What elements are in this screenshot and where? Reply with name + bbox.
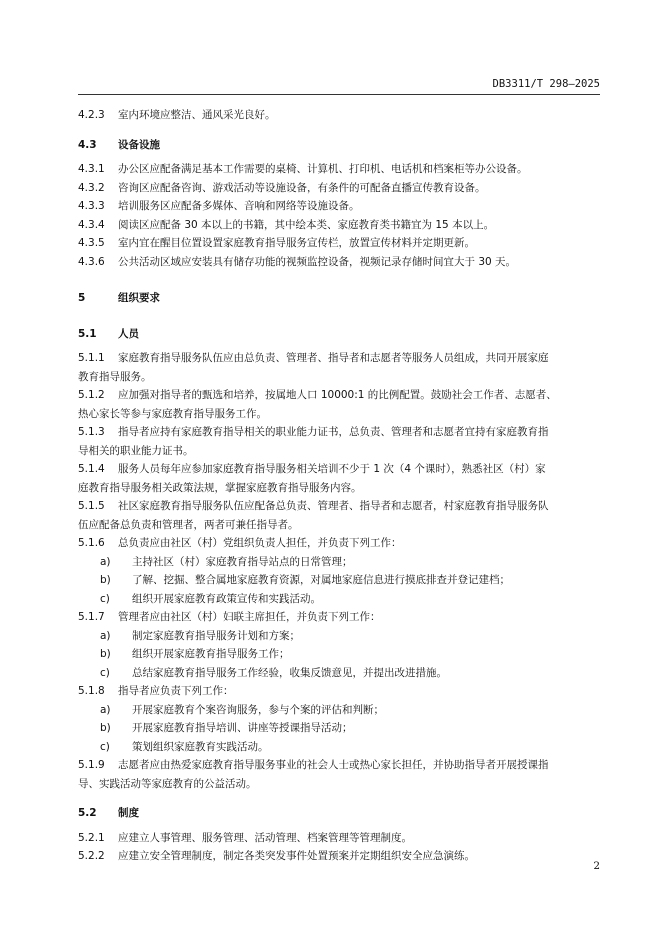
clause xyxy=(78,349,600,368)
clause-text: 热心家长等参与家庭教育指导服务工作。 xyxy=(78,407,267,420)
clause-text: 制度 xyxy=(118,807,139,819)
clause-text: 制定家庭教育指导服务计划和方案； xyxy=(132,629,300,642)
clause-text: 家庭教育指导服务队伍应由总负责、管理者、指导者和志愿者等服务人员组成，共同开展家庭 xyxy=(118,352,549,364)
clause-text: 开展家庭教育指导培训、讲座等授课指导活动； xyxy=(132,722,353,734)
clause-number: 4.3.6 xyxy=(78,255,105,268)
clause-text: 教育指导服务。 xyxy=(78,370,152,383)
clause-continuation xyxy=(78,516,600,535)
clause-continuation xyxy=(78,405,600,424)
clause xyxy=(78,234,600,253)
clause-number: b) xyxy=(100,648,111,660)
clause-number: a) xyxy=(100,629,111,642)
clause-text: 开展家庭教育个案咨询服务，参与个案的评估和判断； xyxy=(132,703,384,716)
clause-text: 人员 xyxy=(118,327,139,340)
clause-number: 4.3.2 xyxy=(78,181,105,194)
section-heading xyxy=(78,289,600,308)
clause xyxy=(78,608,600,627)
clause xyxy=(78,179,600,198)
list-item xyxy=(78,738,600,757)
list-item xyxy=(78,701,600,720)
clause xyxy=(78,386,600,405)
clause-text: 导相关的职业能力证书。 xyxy=(78,444,194,457)
list-item xyxy=(78,719,600,738)
clause xyxy=(78,423,600,442)
clause-number: 5.2.1 xyxy=(78,831,105,844)
clause-number: 5.1.3 xyxy=(78,426,105,438)
section-heading xyxy=(78,136,600,155)
clause-text: 阅读区应配备 30 本以上的书籍，其中绘本类、家庭教育类书籍宜为 15 本以上。 xyxy=(118,218,495,231)
list-item xyxy=(78,627,600,646)
document-body xyxy=(78,106,600,866)
clause-text: 公共活动区域应安装具有储存功能的视频监控设备，视频记录存储时间宜大于 30 天。 xyxy=(118,255,517,268)
clause xyxy=(78,197,600,216)
clause xyxy=(78,534,600,553)
clause xyxy=(78,847,600,866)
clause xyxy=(78,497,600,516)
clause-text: 办公区应配备满足基本工作需要的桌椅、计算机、打印机、电话机和档案柜等办公设备。 xyxy=(118,163,528,175)
clause-number: a) xyxy=(100,703,111,716)
clause-number: b) xyxy=(100,574,111,586)
list-item xyxy=(78,571,600,590)
clause xyxy=(78,756,600,775)
list-item xyxy=(78,553,600,572)
clause-number: 5.1.8 xyxy=(78,685,105,697)
clause-text: 了解、挖掘、整合属地家庭教育资源，对属地家庭信息进行摸底排查并登记建档； xyxy=(132,574,510,586)
clause-number: 4.3 xyxy=(78,138,97,151)
clause-text: 组织要求 xyxy=(118,292,160,304)
clause-continuation xyxy=(78,368,600,387)
clause-text: 总负责应由社区（村）党组织负责人担任，并负责下列工作： xyxy=(118,537,402,549)
standard-code: DB3311/T 298—2025 xyxy=(492,78,600,90)
header-rule xyxy=(78,94,600,95)
clause-number: 5.1.2 xyxy=(78,389,105,401)
clause xyxy=(78,216,600,235)
clause-number: 4.3.1 xyxy=(78,163,105,175)
list-item xyxy=(78,645,600,664)
clause-number: 5.1.9 xyxy=(78,759,105,771)
clause-text: 指导者应持有家庭教育指导相关的职业能力证书，总负责、管理者和志愿者宜持有家庭教育指 xyxy=(118,426,549,438)
clause-text: 服务人员每年应参加家庭教育指导服务相关培训不少于 1 次（4 个课时），熟悉社区（村）家 xyxy=(118,463,546,475)
clause-text: 总结家庭教育指导服务工作经验，收集反馈意见，并提出改进措施。 xyxy=(132,666,447,679)
clause-text: 庭教育指导服务相关政策法规，掌握家庭教育指导服务内容。 xyxy=(78,481,362,494)
clause-text: 培训服务区应配备多媒体、音响和网络等设施设备。 xyxy=(118,200,360,212)
clause-text: 室内宜在醒目位置设置家庭教育指导服务宣传栏，放置宣传材料并定期更新。 xyxy=(118,237,475,249)
clause xyxy=(78,106,600,125)
clause-text: 管理者应由社区（村）妇联主席担任，并负责下列工作： xyxy=(118,611,381,623)
clause-number: 4.3.4 xyxy=(78,218,105,231)
clause-text: 策划组织家庭教育实践活动。 xyxy=(132,740,269,753)
clause-number: a) xyxy=(100,555,111,568)
clause-number: 5.1.4 xyxy=(78,463,105,475)
clause-number: 5.1.1 xyxy=(78,352,105,364)
clause-text: 导、实践活动等家庭教育的公益活动。 xyxy=(78,777,257,790)
clause-number: 5.1 xyxy=(78,327,97,340)
clause xyxy=(78,160,600,179)
section-heading xyxy=(78,804,600,823)
clause xyxy=(78,682,600,701)
clause-text: 组织开展家庭教育指导服务工作； xyxy=(132,648,290,660)
clause-continuation xyxy=(78,479,600,498)
clause xyxy=(78,460,600,479)
clause xyxy=(78,829,600,848)
clause-text: 应建立人事管理、服务管理、活动管理、档案管理等管理制度。 xyxy=(118,831,412,844)
clause-text: 指导者应负责下列工作： xyxy=(118,685,234,697)
section-heading xyxy=(78,325,600,344)
clause-text: 设备设施 xyxy=(118,138,160,151)
clause-number: 4.2.3 xyxy=(78,109,105,121)
page-number: 2 xyxy=(593,860,600,872)
clause xyxy=(78,253,600,272)
list-item xyxy=(78,590,600,609)
clause-continuation xyxy=(78,442,600,461)
clause-text: 咨询区应配备咨询、游戏活动等设施设备，有条件的可配备直播宣传教育设备。 xyxy=(118,181,486,194)
clause-text: 志愿者应由热爱家庭教育指导服务事业的社会人士或热心家长担任，并协助指导者开展授课指 xyxy=(118,759,549,771)
clause-text: 社区家庭教育指导服务队伍应配备总负责、管理者、指导者和志愿者，村家庭教育指导服务队 xyxy=(118,500,549,512)
clause-continuation xyxy=(78,775,600,794)
clause-number: 5.2.2 xyxy=(78,850,105,862)
clause-text: 室内环境应整洁、通风采光良好。 xyxy=(118,109,276,121)
clause-number: b) xyxy=(100,722,111,734)
clause-text: 主持社区（村）家庭教育指导站点的日常管理； xyxy=(132,555,353,568)
clause-number: 4.3.3 xyxy=(78,200,105,212)
clause-number: c) xyxy=(100,666,110,679)
clause-number: 5.2 xyxy=(78,807,97,819)
clause-text: 应建立安全管理制度，制定各类突发事件处置预案并定期组织安全应急演练。 xyxy=(118,850,475,862)
clause-number: 5 xyxy=(78,292,86,304)
clause-text: 伍应配备总负责和管理者，两者可兼任指导者。 xyxy=(78,518,299,531)
clause-number: c) xyxy=(100,592,110,605)
clause-text: 应加强对指导者的甄选和培养，按属地人口 10000:1 的比例配置。鼓励社会工作者、志愿者、 xyxy=(118,389,557,401)
clause-number: c) xyxy=(100,740,110,753)
clause-number: 4.3.5 xyxy=(78,237,105,249)
list-item xyxy=(78,664,600,683)
clause-number: 5.1.7 xyxy=(78,611,105,623)
clause-text: 组织开展家庭教育政策宣传和实践活动。 xyxy=(132,592,321,605)
clause-number: 5.1.5 xyxy=(78,500,105,512)
clause-number: 5.1.6 xyxy=(78,537,105,549)
